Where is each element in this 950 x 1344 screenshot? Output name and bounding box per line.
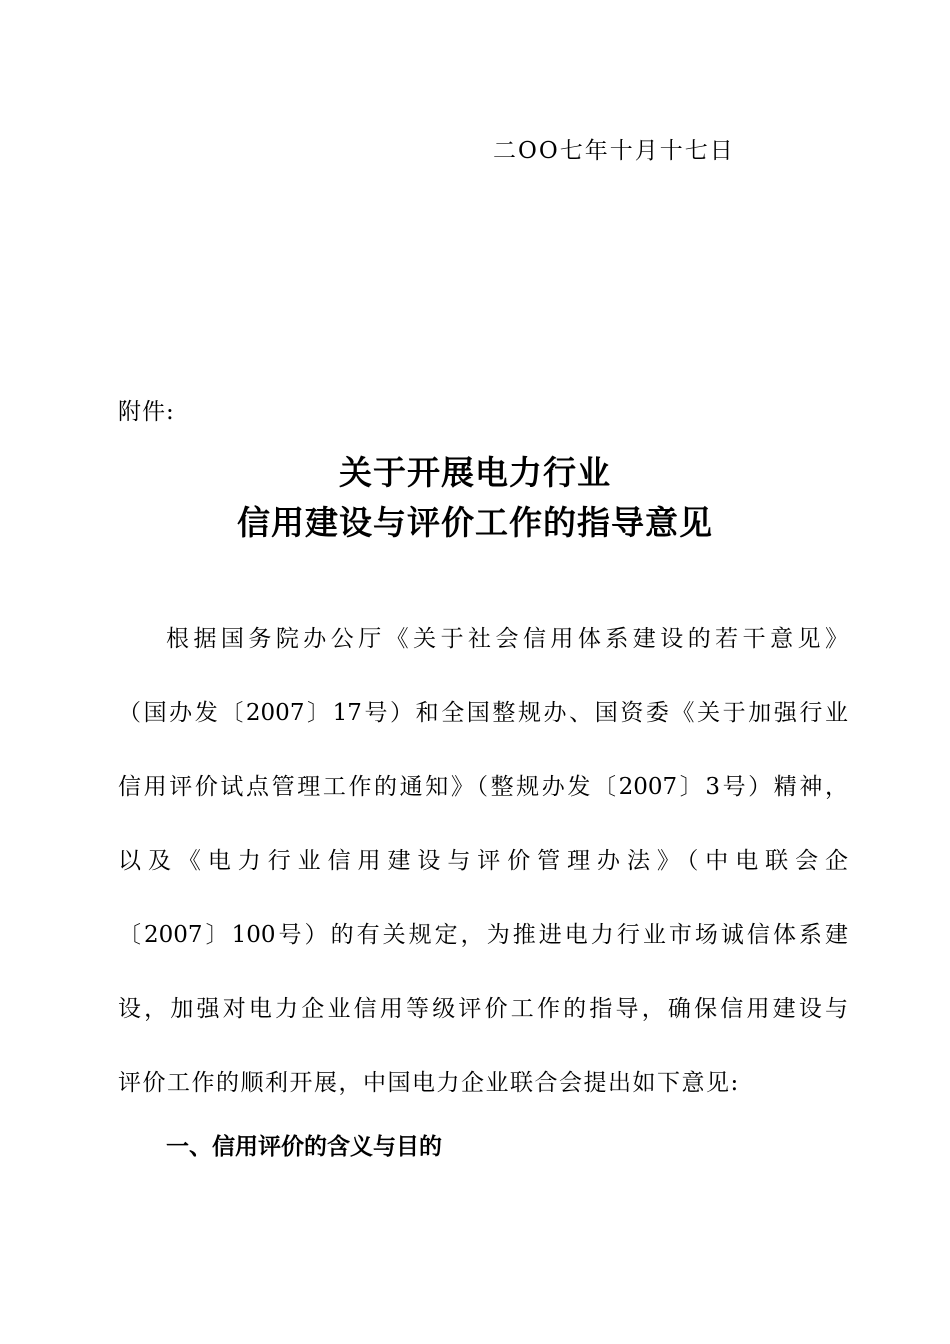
document-title-line-2: 信用建设与评价工作的指导意见 — [237, 503, 713, 542]
document-title-line-1: 关于开展电力行业 — [339, 453, 611, 492]
paragraph-line: 设，加强对电力企业信用等级评价工作的指导，确保信用建设与 — [118, 996, 848, 1022]
paragraph-line: 信用评价试点管理工作的通知》（整规办发〔2007〕3号）精神， — [118, 774, 848, 800]
paragraph-line: 以及《电力行业信用建设与评价管理办法》（中电联会企 — [118, 848, 848, 874]
document-date: 二OO七年十月十七日 — [493, 138, 735, 164]
attachment-label: 附件: — [118, 399, 175, 425]
paragraph-line: 评价工作的顺利开展，中国电力企业联合会提出如下意见: — [118, 1070, 740, 1096]
paragraph-line: （国办发〔2007〕17号）和全国整规办、国资委《关于加强行业 — [118, 700, 848, 726]
section-heading: 一、信用评价的含义与目的 — [166, 1134, 442, 1160]
paragraph-line: 根据国务院办公厅《关于社会信用体系建设的若干意见》 — [166, 626, 848, 652]
paragraph-line: 〔2007〕100号）的有关规定，为推进电力行业市场诚信体系建 — [118, 922, 848, 948]
